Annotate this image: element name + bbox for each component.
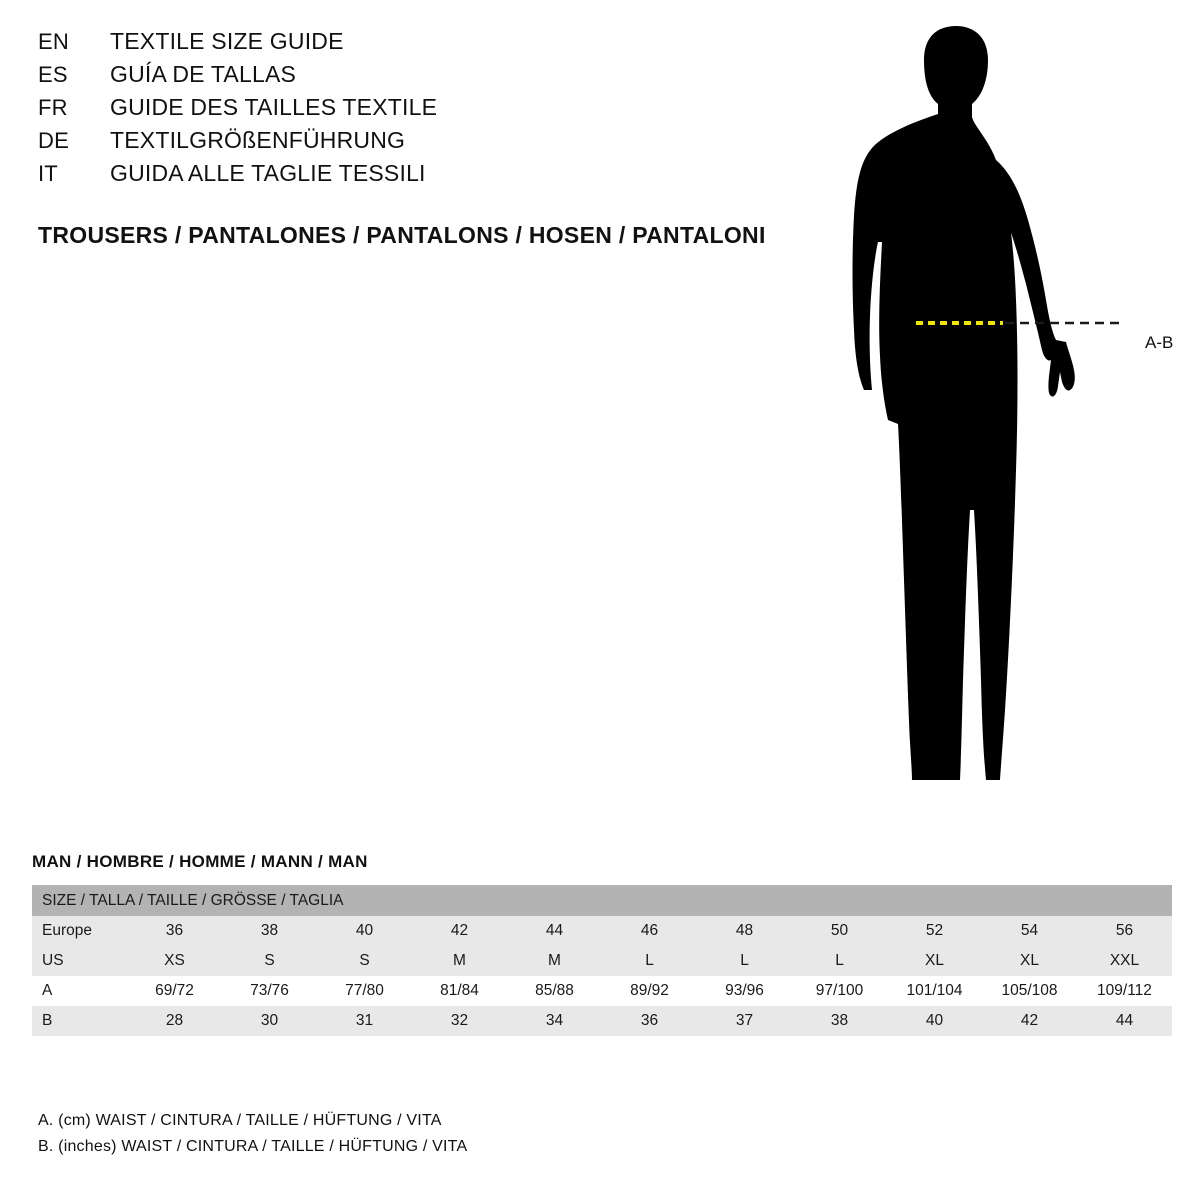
- footnotes: [38, 1108, 467, 1160]
- language-code: IT: [38, 161, 58, 186]
- table-cell: 89/92: [602, 976, 697, 1006]
- table-cell: S: [317, 946, 412, 976]
- footnote-a: A. (cm) WAIST / CINTURA / TAILLE / HÜFTUNG / VITA: [38, 1112, 442, 1129]
- size-table-section: [32, 852, 1172, 1036]
- table-row: [32, 976, 1172, 1006]
- table-cell: XL: [887, 946, 982, 976]
- table-cell: 77/80: [317, 976, 412, 1006]
- table-cell: 30: [222, 1006, 317, 1036]
- table-cell: 48: [697, 916, 792, 946]
- table-cell: 73/76: [222, 976, 317, 1006]
- table-cell: 109/112: [1077, 976, 1172, 1006]
- language-text: GUIDA ALLE TAGLIE TESSILI: [110, 160, 426, 186]
- table-cell: 85/88: [507, 976, 602, 1006]
- table-cell: S: [222, 946, 317, 976]
- table-cell: 50: [792, 916, 887, 946]
- table-cell: 31: [317, 1006, 412, 1036]
- table-row: [32, 916, 1172, 946]
- table-cell: L: [697, 946, 792, 976]
- table-cell: XXL: [1077, 946, 1172, 976]
- language-code: EN: [38, 29, 69, 54]
- figure-illustration: [820, 20, 1180, 800]
- language-text: GUIDE DES TAILLES TEXTILE: [110, 94, 438, 120]
- man-silhouette-icon: [820, 20, 1180, 800]
- table-cell: XL: [982, 946, 1077, 976]
- language-list: [38, 28, 798, 193]
- footnote-b: B. (inches) WAIST / CINTURA / TAILLE / HÜFTUNG / VITA: [38, 1138, 468, 1155]
- table-cell: 101/104: [887, 976, 982, 1006]
- table-cell: 44: [1077, 1006, 1172, 1036]
- language-code: DE: [38, 128, 69, 153]
- table-cell: 81/84: [412, 976, 507, 1006]
- language-code: FR: [38, 95, 68, 120]
- language-text: TEXTILE SIZE GUIDE: [110, 28, 344, 54]
- language-text: TEXTILGRÖßENFÜHRUNG: [110, 127, 406, 153]
- table-cell: 93/96: [697, 976, 792, 1006]
- table-cell: 54: [982, 916, 1077, 946]
- table-cell: 36: [127, 916, 222, 946]
- table-cell: 38: [222, 916, 317, 946]
- table-cell: M: [412, 946, 507, 976]
- table-row: [32, 1006, 1172, 1036]
- table-cell: 42: [982, 1006, 1077, 1036]
- language-row: [38, 94, 798, 127]
- garment-title: TROUSERS / PANTALONES / PANTALONS / HOSEN / PANTALONI: [38, 222, 766, 248]
- table-header-label: SIZE / TALLA / TAILLE / GRÖSSE / TAGLIA: [32, 885, 1172, 916]
- table-row: [32, 946, 1172, 976]
- table-header-row: [32, 885, 1172, 916]
- table-cell: 37: [697, 1006, 792, 1036]
- table-cell: 46: [602, 916, 697, 946]
- table-cell: 97/100: [792, 976, 887, 1006]
- table-cell: M: [507, 946, 602, 976]
- table-cell: 38: [792, 1006, 887, 1036]
- row-label: US: [32, 946, 127, 976]
- row-label: A: [32, 976, 127, 1006]
- language-text: GUÍA DE TALLAS: [110, 61, 297, 87]
- table-cell: 28: [127, 1006, 222, 1036]
- table-cell: 42: [412, 916, 507, 946]
- language-row: [38, 28, 798, 61]
- table-cell: L: [602, 946, 697, 976]
- table-cell: 36: [602, 1006, 697, 1036]
- language-row: [38, 127, 798, 160]
- language-code: ES: [38, 62, 68, 87]
- size-table: [32, 885, 1172, 1036]
- language-row: [38, 61, 798, 94]
- gender-title: MAN / HOMBRE / HOMME / MANN / MAN: [32, 852, 368, 871]
- table-cell: 105/108: [982, 976, 1077, 1006]
- table-cell: 56: [1077, 916, 1172, 946]
- row-label: Europe: [32, 916, 127, 946]
- table-cell: 52: [887, 916, 982, 946]
- language-row: [38, 160, 798, 193]
- table-cell: 40: [317, 916, 412, 946]
- table-cell: 44: [507, 916, 602, 946]
- table-cell: 34: [507, 1006, 602, 1036]
- table-cell: 40: [887, 1006, 982, 1036]
- table-cell: 69/72: [127, 976, 222, 1006]
- table-cell: 32: [412, 1006, 507, 1036]
- table-cell: XS: [127, 946, 222, 976]
- measure-label: A-B: [1145, 333, 1174, 352]
- table-cell: L: [792, 946, 887, 976]
- row-label: B: [32, 1006, 127, 1036]
